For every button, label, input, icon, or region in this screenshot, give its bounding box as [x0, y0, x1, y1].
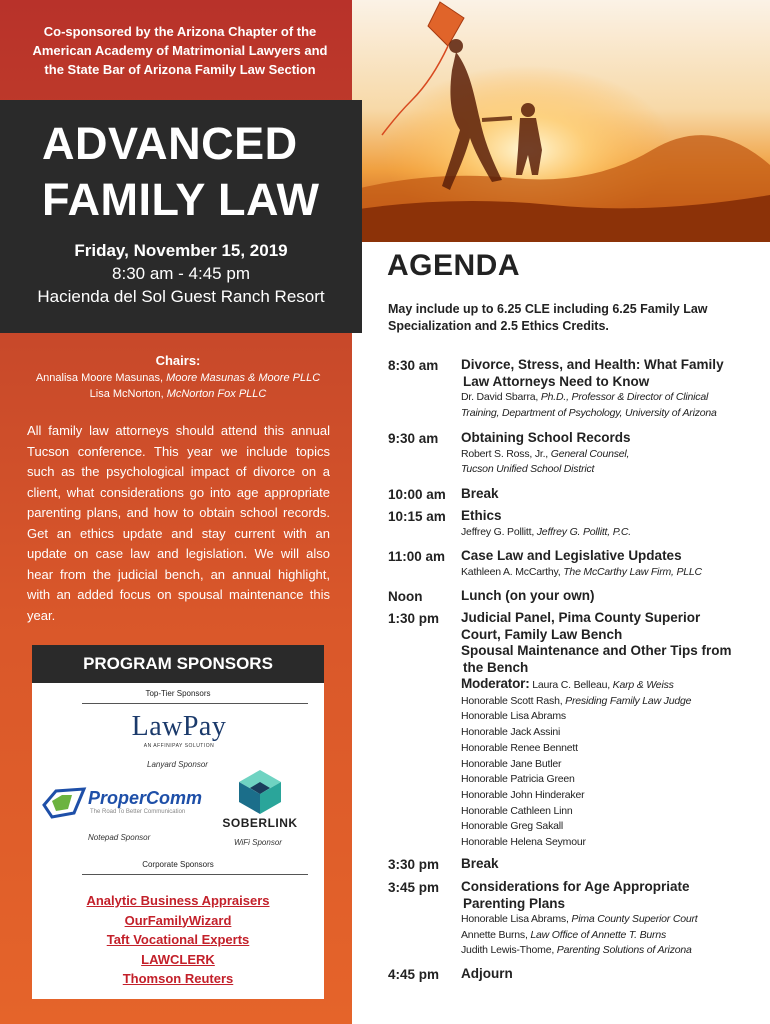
cle-note: May include up to 6.25 CLE including 6.25 Family Law Specialization and 2.5 Ethics Credits.: [388, 302, 708, 333]
propercomm-icon: [40, 783, 88, 823]
speaker-name: Jeffrey G. Pollitt,: [461, 525, 537, 538]
corporate-label: Corporate Sponsors: [142, 860, 214, 869]
agenda-title-line: Ethics: [461, 508, 502, 523]
judge-line: Honorable Cathleen Linn: [461, 804, 573, 817]
agenda-title-line: Case Law and Legislative Updates: [461, 548, 682, 563]
moderator-name: Laura C. Belleau,: [529, 679, 613, 691]
speaker-line: [461, 462, 761, 478]
agenda-title-line: Court, Family Law Bench: [461, 626, 623, 642]
agenda-title-line: Break: [461, 486, 499, 501]
chair-name: Lisa McNorton,: [89, 388, 167, 400]
chairs-label: Chairs:: [155, 353, 201, 368]
judge-line: Honorable Greg Sakall: [461, 820, 564, 833]
speaker-name: Robert S. Ross, Jr.,: [461, 447, 551, 460]
speaker-affiliation: Ph.D., Professor & Director of Clinical: [540, 391, 709, 403]
chairs-block: [10, 352, 346, 402]
agenda-time: Noon: [388, 589, 423, 604]
chair-firm: Moore Masunas & Moore PLLC: [166, 372, 321, 384]
speaker-line: [461, 447, 761, 463]
speaker-name: Annette Burns,: [461, 928, 531, 941]
agenda-time: 10:15 am: [388, 509, 446, 524]
propercomm-name: ProperComm: [88, 788, 203, 808]
agenda-title-line: Considerations for Age Appropriate: [461, 879, 690, 894]
agenda-title-line: Spousal Maintenance and Other Tips from: [461, 643, 732, 658]
corporate-sponsor-link[interactable]: LAWCLERK: [141, 951, 215, 967]
judge-line: [461, 694, 761, 710]
title-line: FAMILY LAW: [42, 174, 320, 225]
lawpay-name: LawPay: [131, 711, 227, 742]
divider: [82, 874, 308, 875]
soberlink-logo: [217, 768, 303, 828]
lawpay-tag: AN AFFINIPAY SOLUTION: [143, 743, 215, 749]
speaker-affiliation: Pima County Superior Court: [571, 913, 698, 925]
chair-firm: McNorton Fox PLLC: [166, 388, 267, 400]
speaker-name: Judith Lewis-Thome,: [461, 944, 557, 957]
hero-photo: [352, 0, 770, 242]
moderator-firm: Karp & Weiss: [612, 679, 674, 691]
speaker-name: Honorable Lisa Abrams,: [461, 913, 572, 925]
chair-line: [10, 370, 346, 386]
speaker-affiliation: General Counsel,: [550, 447, 630, 460]
agenda-time: 9:30 am: [388, 431, 439, 446]
speaker-name: Kathleen A. McCarthy,: [461, 565, 564, 578]
title-box: [0, 100, 362, 333]
agenda-time: 11:00 am: [388, 549, 446, 564]
speaker-line: [461, 912, 761, 928]
event-date: Friday, November 15, 2019: [74, 241, 288, 260]
event-details: [0, 240, 362, 308]
kite-family-image: [352, 0, 770, 242]
agenda-time: 3:45 pm: [388, 880, 440, 895]
moderator-line: [461, 676, 761, 694]
speaker-affiliation: Law Office of Annette T. Burns: [530, 928, 667, 941]
agenda-time: 1:30 pm: [388, 611, 440, 626]
wifi-label: WiFi Sponsor: [234, 838, 282, 847]
agenda-title-line: Lunch (on your own): [461, 588, 595, 603]
speaker-line: [461, 943, 761, 959]
speaker-affiliation: Training, Department of Psychology, University of Arizona: [461, 406, 717, 419]
propercomm-tag: The Road To Better Communication: [90, 809, 186, 815]
agenda-title-line: the Bench: [463, 659, 529, 675]
agenda-title: AGENDA: [387, 249, 521, 282]
sponsors-box: [32, 683, 324, 999]
chair-line: [10, 386, 346, 402]
agenda-time: 8:30 am: [388, 358, 439, 373]
lanyard-label: Lanyard Sponsor: [147, 760, 208, 769]
divider: [82, 703, 308, 704]
chair-name: Annalisa Moore Masunas,: [35, 372, 167, 384]
soberlink-name: SOBERLINK: [222, 816, 298, 830]
speaker-name: Dr. David Sbarra,: [461, 391, 541, 403]
corporate-sponsor-link[interactable]: Taft Vocational Experts: [106, 932, 250, 947]
speaker-line: [461, 928, 761, 944]
judge-line: Honorable Jane Butler: [461, 757, 562, 770]
moderator-label: Moderator:: [461, 676, 530, 691]
agenda-time: 3:30 pm: [388, 857, 440, 872]
judge-line: Honorable Renee Bennett: [461, 741, 578, 754]
cosponsor-line: Co-sponsored by the Arizona Chapter of the: [43, 24, 317, 39]
judge-line: Honorable Lisa Abrams: [461, 710, 566, 723]
lawpay-logo: [124, 711, 234, 749]
agenda-title-line: Divorce, Stress, and Health: What Family: [461, 357, 724, 372]
intro-paragraph: All family law attorneys should attend this annual Tucson conference. This year we include topics such as the psychological impact of divorce on a client, what considerations go into age appropriate parenting plans, and how to obtain school records. Get an ethics update and stay current with an update on case law and legislation. We will also hear from the judicial bench, an annual highlight, with an added focus on spousal maintenance this year.: [27, 423, 330, 623]
event-title: [42, 116, 320, 228]
corporate-sponsor-link[interactable]: Analytic Business Appraisers: [86, 893, 270, 908]
speaker-affiliation: The McCarthy Law Firm, PLLC: [563, 565, 702, 578]
event-time: 8:30 am - 4:45 pm: [112, 264, 250, 283]
speaker-affiliation: Tucson Unified School District: [461, 463, 595, 476]
speaker-affiliation: Jeffrey G. Pollitt, P.C.: [536, 525, 631, 538]
agenda-title-line: Law Attorneys Need to Know: [463, 373, 650, 389]
speaker-line: [461, 390, 761, 406]
propercomm-logo: [40, 783, 203, 825]
speaker-line: [461, 525, 761, 541]
agenda-title-line: Break: [461, 856, 499, 871]
notepad-label: Notepad Sponsor: [88, 833, 151, 842]
agenda-title-line: Adjourn: [461, 966, 513, 981]
cosponsor-text: [10, 22, 350, 79]
soberlink-icon: [217, 768, 303, 816]
sponsors-heading: PROGRAM SPONSORS: [32, 645, 324, 683]
judge-line: Honorable Patricia Green: [461, 773, 575, 786]
agenda-title-line: Judicial Panel, Pima County Superior: [461, 610, 701, 625]
top-tier-label: Top-Tier Sponsors: [145, 689, 211, 698]
corporate-sponsor-link[interactable]: Thomson Reuters: [122, 971, 234, 986]
cosponsor-line: the State Bar of Arizona Family Law Section: [44, 62, 316, 77]
agenda-time: 10:00 am: [388, 487, 446, 502]
speaker-line: [461, 565, 761, 581]
corporate-sponsor-list: [32, 891, 324, 989]
title-line: ADVANCED: [42, 118, 298, 169]
event-venue: Hacienda del Sol Guest Ranch Resort: [37, 287, 325, 306]
speaker-line: [461, 406, 761, 422]
judge-title: Presiding Family Law Judge: [565, 694, 692, 707]
cosponsor-line: American Academy of Matrimonial Lawyers and: [32, 43, 328, 58]
judge-line: Honorable Helena Seymour: [461, 836, 586, 849]
judge-line: Honorable John Hinderaker: [461, 788, 585, 801]
judge-name: Honorable Scott Rash,: [461, 694, 566, 707]
speaker-affiliation: Parenting Solutions of Arizona: [556, 944, 692, 957]
agenda-title-line: Obtaining School Records: [461, 430, 631, 445]
corporate-sponsor-link[interactable]: OurFamilyWizard: [124, 912, 232, 928]
judge-line: Honorable Jack Assini: [461, 726, 561, 739]
agenda-time: 4:45 pm: [388, 967, 440, 982]
agenda-title-line: Parenting Plans: [463, 895, 566, 911]
